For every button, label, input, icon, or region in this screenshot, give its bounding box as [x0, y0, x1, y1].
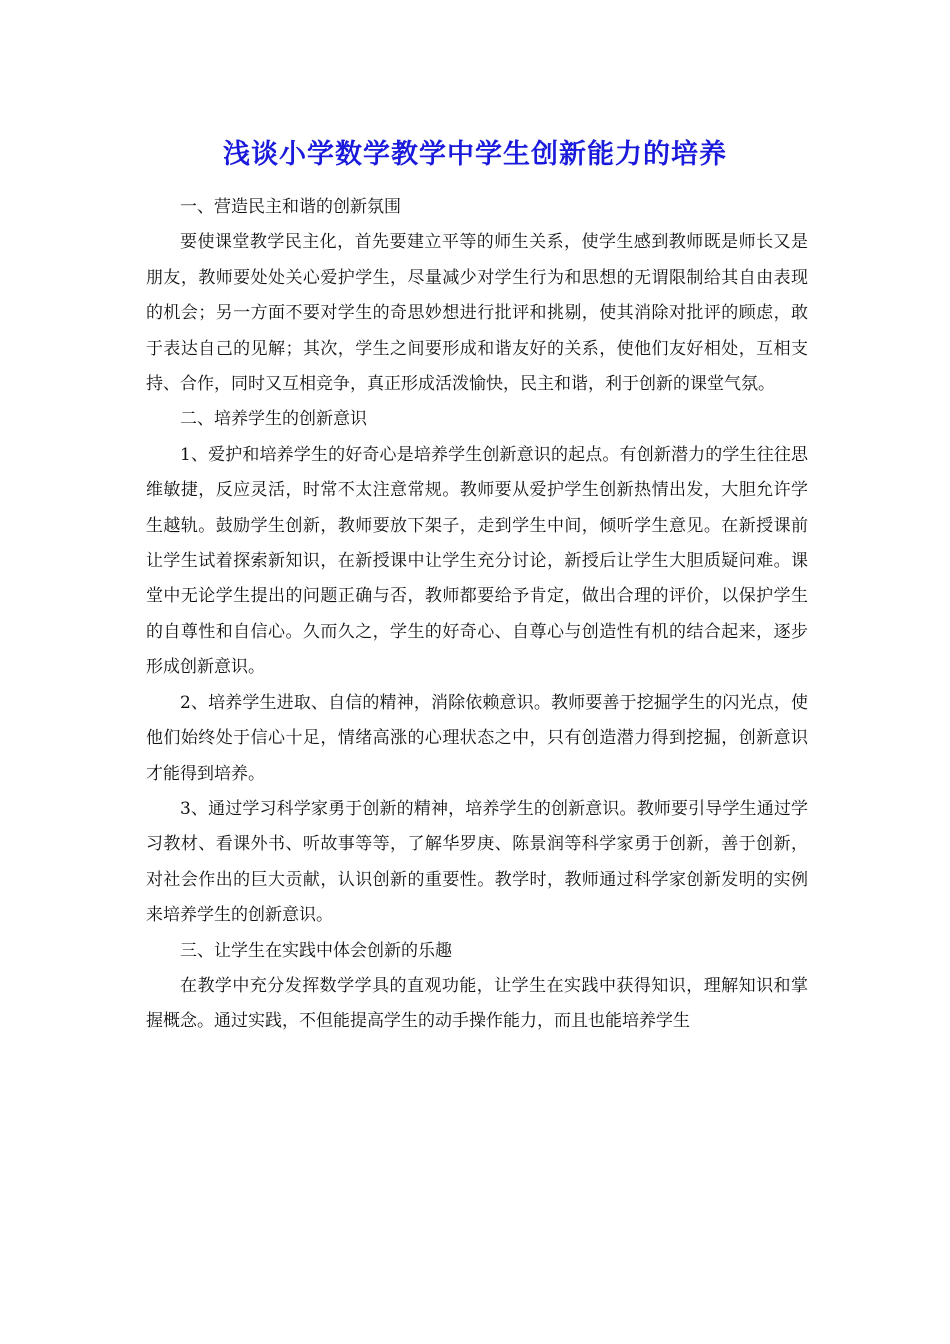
- section-heading-3: 三、让学生在实践中体会创新的乐趣: [180, 940, 452, 961]
- paragraph: 要使课堂教学民主化，首先要建立平等的师生关系，使学生感到教师既是师长又是朋友，教师要处处关心爱护学生，尽量减少对学生行为和思想的无谓限制给其自由表现的机会；另一方面不要对学生的奇思妙想进行批评和挑剔，使其消除对批评的顾虑，敢于表达自己的见解；其次，学生之间要形成和谐友好的关系，使他们友好相处，互相支持、合作，同时又互相竞争，真正形成活泼愉快，民主和谐，利于创新的课堂气氛。: [146, 232, 808, 395]
- paragraph: 1、爱护和培养学生的好奇心是培养学生创新意识的起点。有创新潜力的学生往往思维敏捷，反应灵活，时常不太注意常规。教师要从爱护学生创新热情出发，大胆允许学生越轨。鼓励学生创新，教师要放下架子，走到学生中间，倾听学生意见。在新授课前让学生试着探索新知识，在新授课中让学生充分讨论，新授后让学生大胆质疑问难。课堂中无论学生提出的问题正确与否，教师都要给予肯定，做出合理的评价，以保护学生的自尊性和自信心。久而久之，学生的好奇心、自尊心与创造性有机的结合起来，逐步形成创新意识。: [146, 444, 808, 678]
- document-body: [146, 190, 808, 1040]
- section-heading-2: 二、培养学生的创新意识: [180, 409, 367, 430]
- paragraph: 2、培养学生进取、自信的精神，消除依赖意识。教师要善于挖掘学生的闪光点，使他们始终处于信心十足，情绪高涨的心理状态之中，只有创造潜力得到挖掘，创新意识才能得到培养。: [146, 692, 808, 784]
- paragraph: 3、通过学习科学家勇于创新的精神，培养学生的创新意识。教师要引导学生通过学习教材、看课外书、听故事等等，了解华罗庚、陈景润等科学家勇于创新，善于创新，对社会作出的巨大贡献，认识创新的重要性。教学时，教师通过科学家创新发明的实例来培养学生的创新意识。: [146, 798, 808, 926]
- document-title: 浅谈小学数学教学中学生创新能力的培养: [223, 139, 727, 170]
- paragraph: 在教学中充分发挥数学学具的直观功能，让学生在实践中获得知识，理解知识和掌握概念。通过实践，不但能提高学生的动手操作能力，而且也能培养学生: [146, 975, 808, 1032]
- section-heading-1: 一、营造民主和谐的创新氛围: [180, 197, 401, 217]
